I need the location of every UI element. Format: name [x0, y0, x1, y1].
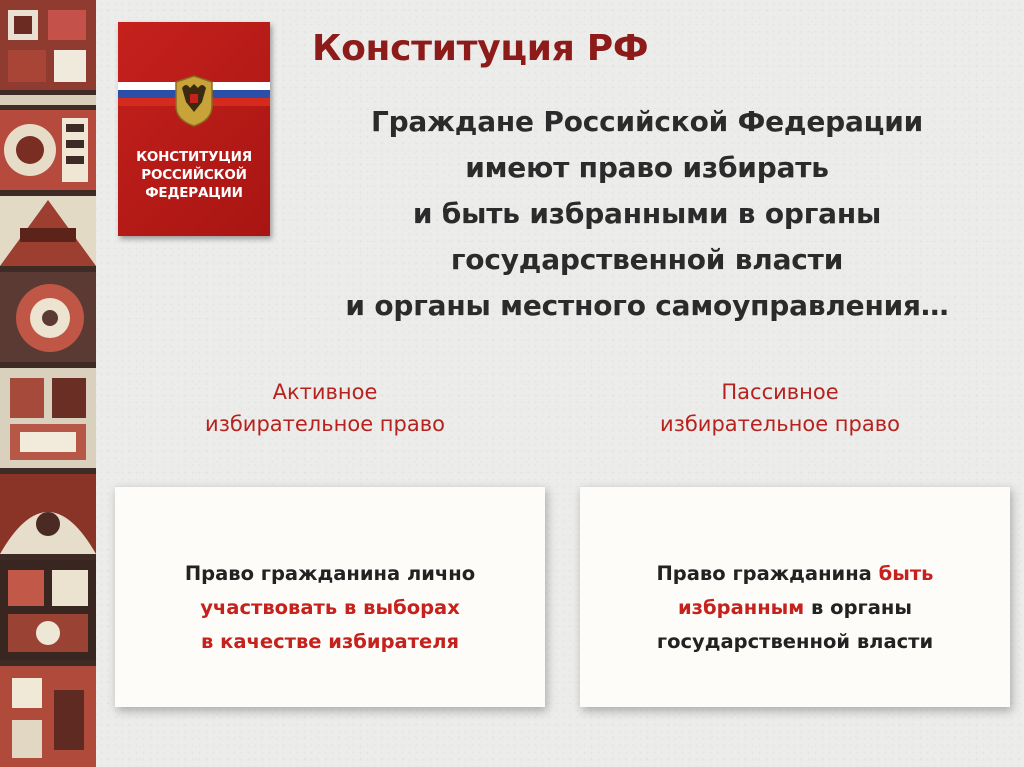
quote-line: Граждане Российской Федерации: [370, 105, 924, 138]
card-text-highlight: избранным: [678, 596, 805, 619]
active-suffrage-heading: [150, 376, 500, 440]
card-text-dark: в органы: [804, 596, 912, 619]
card-line: [580, 591, 1010, 625]
decorative-border-strip: [0, 0, 96, 767]
passive-suffrage-card: [580, 486, 1010, 707]
card-line-highlight: в качестве избирателя: [200, 630, 460, 653]
active-suffrage-card: [115, 486, 545, 707]
card-line-highlight: участвовать в выборах: [200, 596, 460, 619]
heading-line: избирательное право: [660, 412, 900, 436]
heading-line: избирательное право: [205, 412, 445, 436]
book-title-line: КОНСТИТУЦИЯ: [136, 149, 252, 165]
passive-card-text: [580, 557, 1010, 659]
card-text-highlight: быть: [878, 562, 934, 585]
heading-line: Пассивное: [721, 380, 839, 404]
passive-suffrage-heading: [605, 376, 955, 440]
slide-title: Конституция РФ: [312, 28, 649, 69]
double-headed-eagle-icon: [172, 72, 216, 128]
constitution-book-cover: [118, 22, 270, 236]
card-line: государственной власти: [656, 630, 934, 653]
ornament-pattern: [0, 0, 96, 767]
book-title-line: ФЕДЕРАЦИИ: [145, 185, 243, 201]
quote-line: государственной власти: [450, 243, 844, 276]
book-title-line: РОССИЙСКОЙ: [141, 167, 247, 183]
quote-line: и быть избранными в органы: [412, 197, 882, 230]
card-line: [580, 557, 1010, 591]
heading-line: Активное: [272, 380, 378, 404]
card-line: Право гражданина лично: [184, 562, 476, 585]
active-card-text: [115, 557, 545, 659]
quote-line: и органы местного самоуправления…: [345, 289, 949, 322]
card-text-dark: Право гражданина: [656, 562, 879, 585]
quote-line: имеют право избирать: [465, 151, 829, 184]
constitution-quote: [262, 99, 1024, 329]
book-title-text: [118, 148, 270, 202]
